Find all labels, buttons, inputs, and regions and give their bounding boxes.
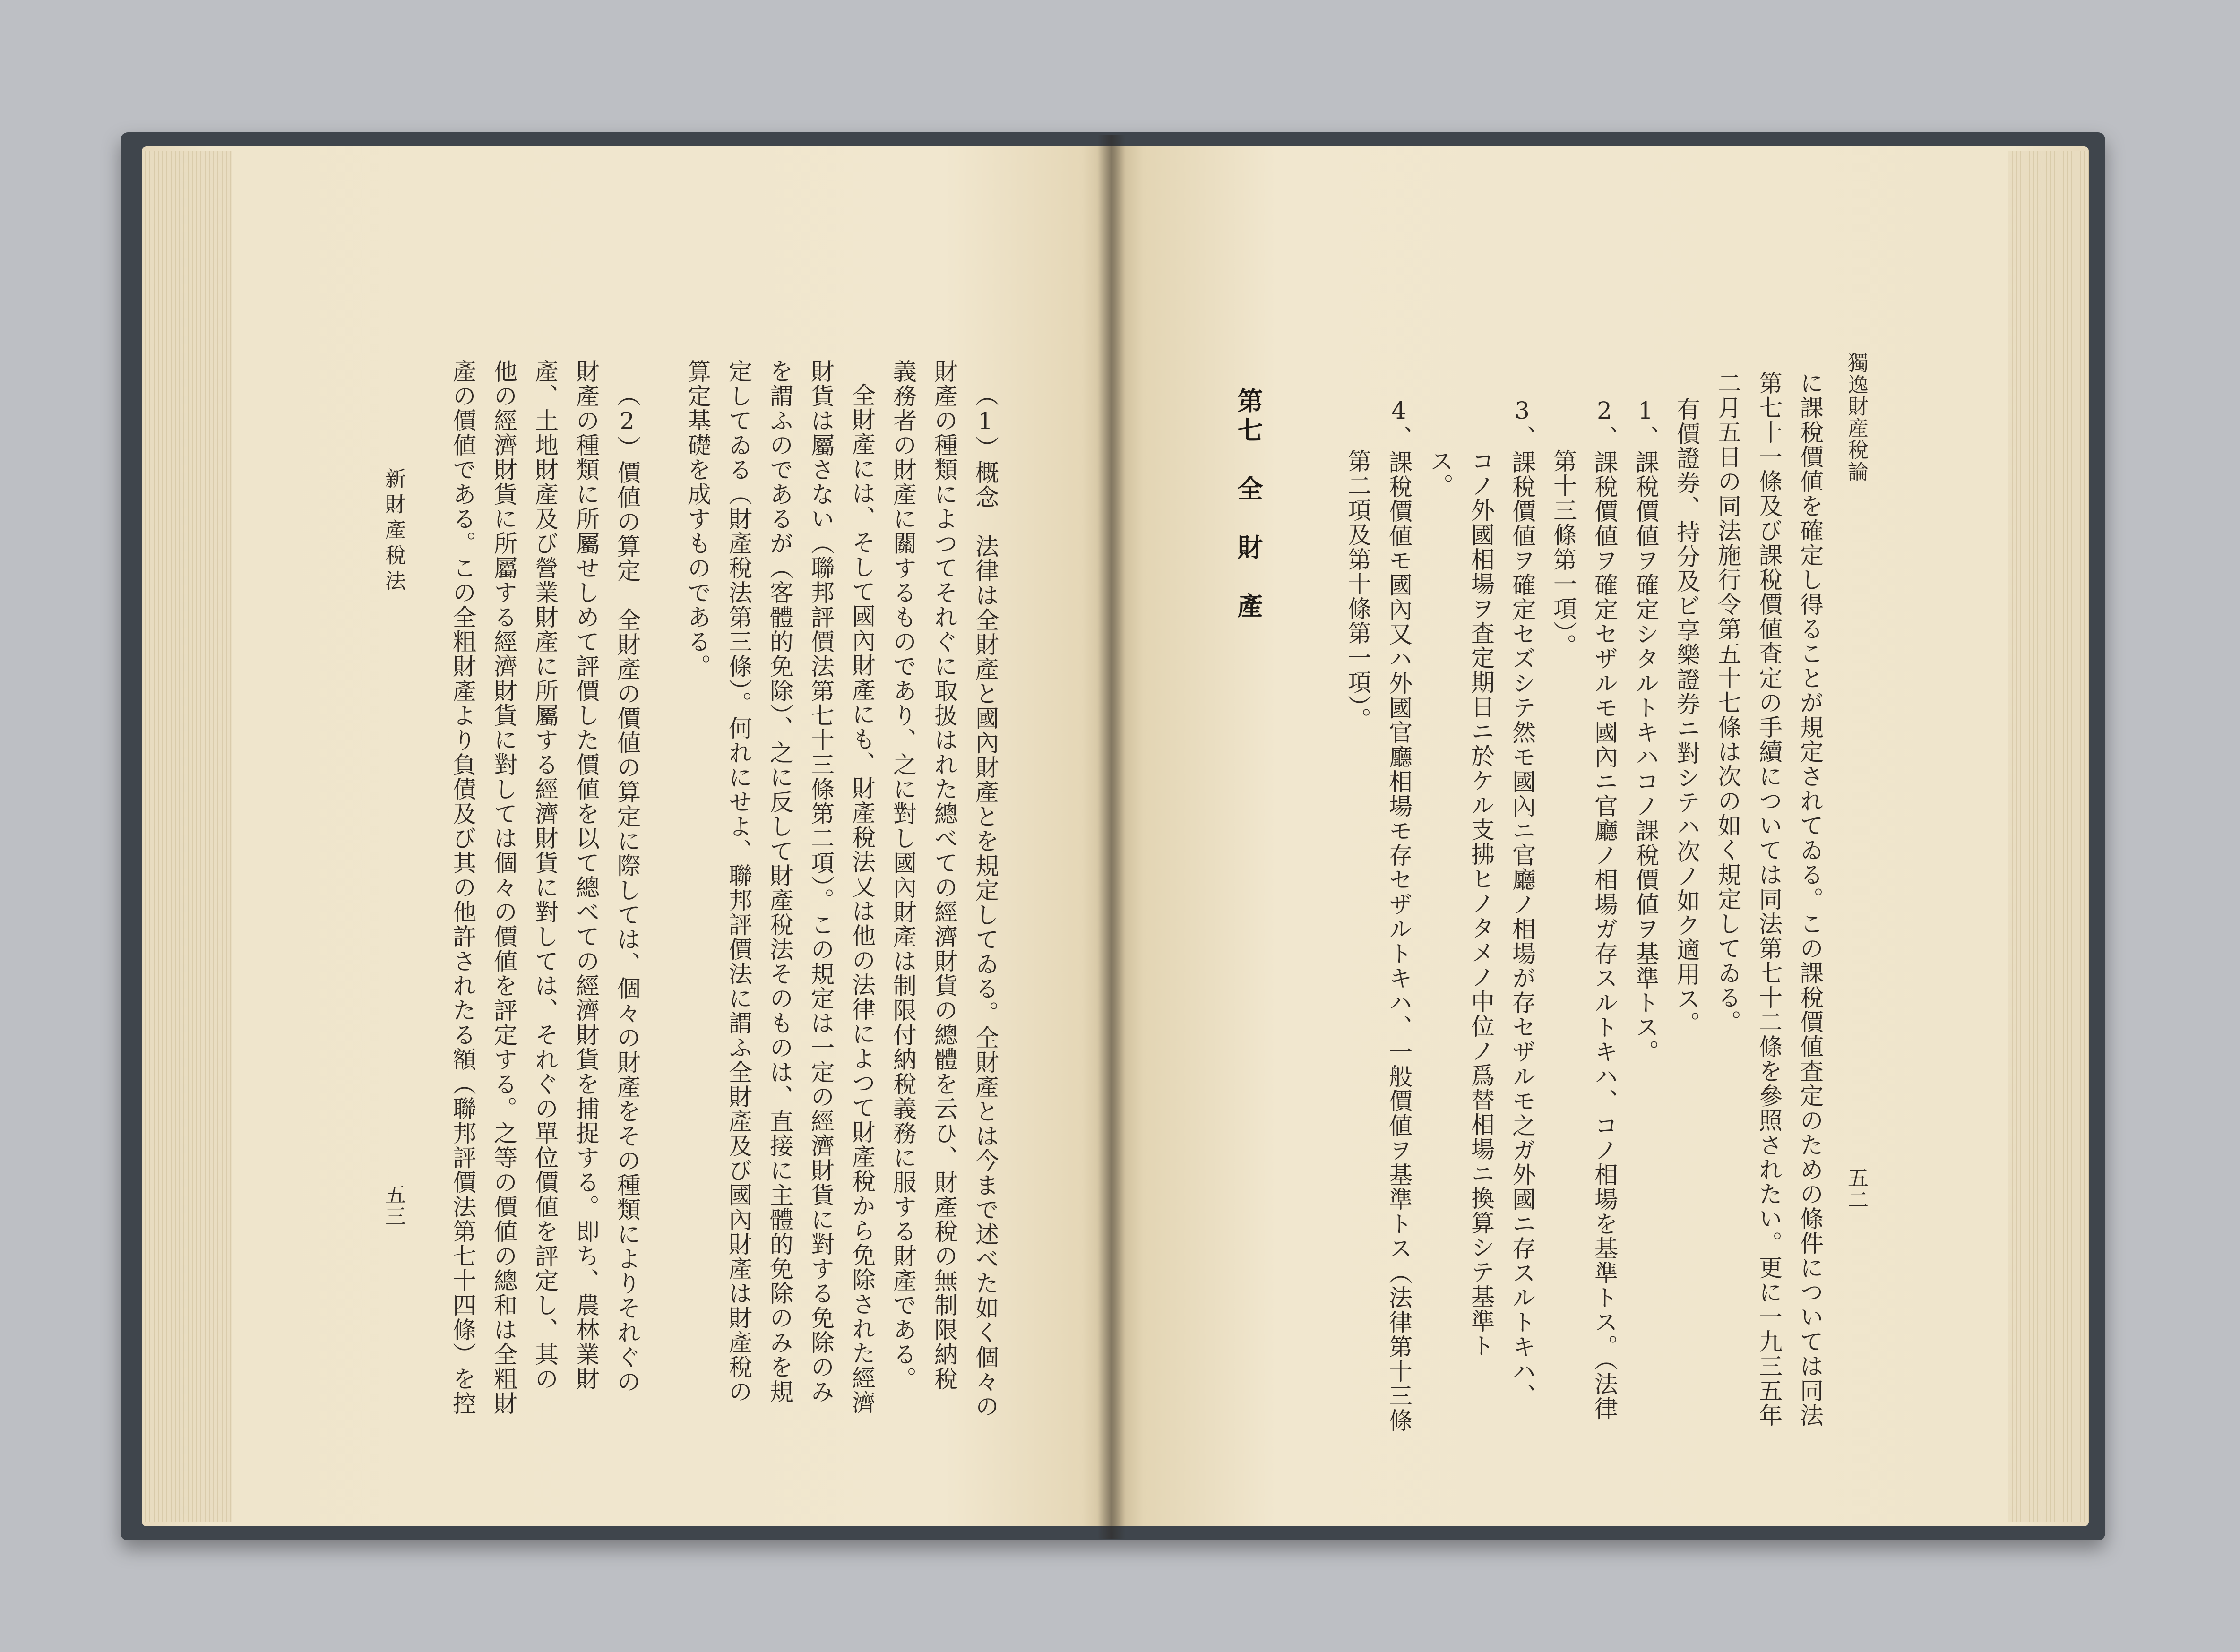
text-line: 第七十一條及び課稅價値査定の手續については同法第七十二條を參照されたい。更に一九三五年 xyxy=(1755,371,1783,1428)
text-line: 二月五日の同法施行令第五十七條は次の如く規定してゐる。 xyxy=(1714,371,1741,1034)
running-head: 獨逸財産稅論 xyxy=(1844,352,1868,482)
text-line: （1）概念 法律は全財產と國內財產とを規定してゐる。全財產とは今まで述べた如く個々の xyxy=(972,383,999,1419)
text-line: 他の經濟財貨に所屬する經濟財貨に對しては個々の價値を評定する。之等の價値の總和は全粗財 xyxy=(490,359,517,1416)
text-line: 產の價値である。この全粗財產より負債及び其の他許されたる額（聯邦評價法第七十四條）を控 xyxy=(449,359,476,1416)
text-line: 2、課稅價値ヲ確定セザルモ國內ニ官廳ノ相場ガ存スルトキハ、コノ相場を基準トス。（法律 xyxy=(1591,397,1618,1421)
text-line: 全財產には、そして國內財產にも、財產稅法又は他の法律によつて財產稅から免除された經濟 xyxy=(848,383,876,1415)
footer-title: 新財產稅法 xyxy=(381,468,405,595)
text-line: に課稅價値を確定し得ることが規定されてゐる。この課稅價値査定のための條件については同法 xyxy=(1796,371,1824,1428)
section-heading: 第七 全 財 產 xyxy=(1233,387,1264,622)
text-line: 第二項及第十條第一項）。 xyxy=(1344,449,1371,732)
text-line: 1、課稅價値ヲ確定シタルトキハコノ課稅價値ヲ基準トス。 xyxy=(1632,397,1659,1064)
text-line: ス。 xyxy=(1426,449,1454,498)
text-line: 義務者の財產に關するものであり、之に對し國內財產は制限付納稅義務に服する財產である。 xyxy=(889,359,917,1391)
text-line: 財產の種類によつてそれぐに取扱はれた總べての經濟財貨の總體を云ひ、財產稅の無制限納稅 xyxy=(930,359,958,1391)
text-line: コノ外國相場ヲ査定期日ニ於ケル支拂ヒノタメノ中位ノ爲替相場ニ換算シテ基準ト xyxy=(1467,449,1495,1358)
page-edges-right xyxy=(2008,151,2089,1522)
text-line: 4、課稅價値モ國內又ハ外國官廳相場モ存セザルトキハ、一般價値ヲ基準トス（法律第十三條 xyxy=(1385,397,1413,1433)
text-line: を謂ふのであるが（客體的免除）、之に反して財產稅法そのものは、直接に主體的免除のみを規 xyxy=(766,359,793,1404)
text-line: 算定基礎を成すものである。 xyxy=(684,359,711,679)
text-line: 財貨は屬さない（聯邦評價法第七十三條第二項）。この規定は一定の經濟財貨に對する免除のみ xyxy=(807,359,835,1404)
text-line: 第十三條第一項）。 xyxy=(1550,449,1577,658)
text-line: 定してゐる（財產稅法第三條）。何れにせよ、聯邦評價法に謂ふ全財產及び國內財產は財產稅の xyxy=(725,359,752,1404)
page-number-right: 五二 xyxy=(1844,1167,1868,1211)
text-line: 產、土地財產及び營業財產に所屬する經濟財貨に對しては、それぐの單位價値を評定し、其の xyxy=(531,359,559,1391)
page-edges-left xyxy=(142,151,232,1522)
book-gutter xyxy=(1097,135,1126,1539)
page-number-left: 五三 xyxy=(381,1184,405,1227)
text-line: 3、課稅價値ヲ確定セズシテ然モ國內ニ官廳ノ相場が存セザルモ之ガ外國ニ存スルトキハ、 xyxy=(1508,397,1536,1408)
text-line: （2）價値の算定 全財產の價値の算定に際しては、個々の財產をその種類によりそれぐの xyxy=(613,383,641,1394)
text-line: 有價證券、持分及ビ享樂證券ニ對シテハ次ノ如ク適用ス。 xyxy=(1673,397,1700,1036)
text-line: 財產の種類に所屬せしめて評價した價値を以て總べての經濟財貨を捕捉する。即ち、農林業財 xyxy=(572,359,600,1391)
